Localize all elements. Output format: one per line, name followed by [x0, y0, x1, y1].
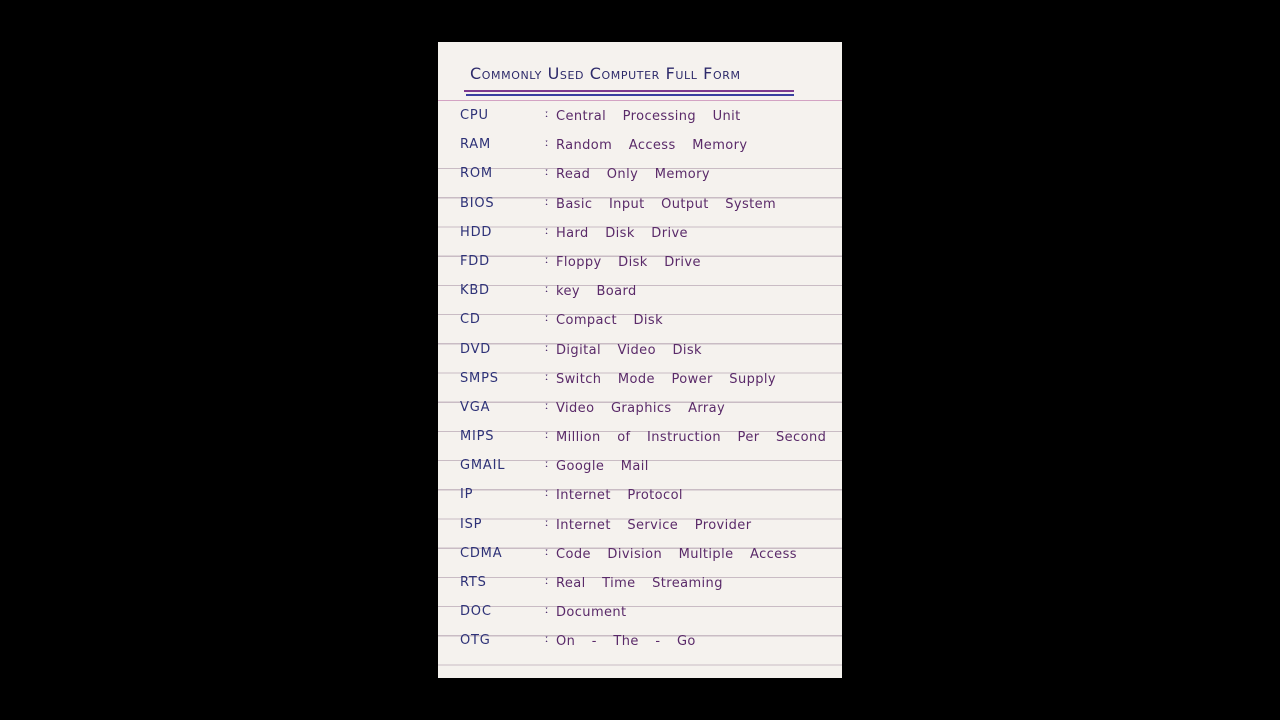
separator: ː	[545, 574, 549, 587]
page-title: Commonly Used Computer Full Form	[470, 64, 741, 83]
list-item	[438, 308, 842, 337]
full-form: Million of Instruction Per Second	[556, 430, 827, 446]
separator: ː	[545, 340, 549, 354]
separator: ː	[545, 603, 549, 617]
full-form: Document	[556, 605, 627, 621]
abbreviation: HDD	[460, 224, 493, 240]
full-form: Hard Disk Drive	[556, 225, 688, 241]
abbreviation: ISP	[460, 516, 483, 532]
separator: ː	[545, 311, 549, 325]
separator: ː	[545, 252, 549, 266]
list-item	[438, 542, 842, 571]
abbreviation: RAM	[460, 137, 492, 153]
abbreviation: IP	[460, 487, 474, 503]
list-item	[438, 104, 842, 133]
full-form: Read Only Memory	[556, 167, 710, 183]
full-form: Basic Input Output System	[556, 196, 777, 212]
full-form: Floppy Disk Drive	[556, 254, 701, 270]
list-item	[438, 396, 842, 425]
list-item	[438, 454, 842, 483]
title-underline-purple	[464, 90, 794, 92]
list-item	[438, 250, 842, 279]
list-item	[438, 162, 842, 191]
full-form: Switch Mode Power Supply	[556, 371, 777, 387]
separator: ː	[545, 136, 549, 150]
separator: ː	[545, 457, 549, 471]
abbreviation: MIPS	[460, 429, 495, 445]
abbreviation: KBD	[460, 283, 490, 299]
full-form: Video Graphics Array	[556, 400, 726, 416]
separator: ː	[545, 486, 549, 500]
abbreviation: RTS	[460, 575, 487, 590]
full-form: key Board	[556, 284, 637, 300]
full-form: Compact Disk	[556, 313, 664, 329]
separator: ː	[545, 369, 549, 383]
separator: ː	[545, 632, 549, 646]
separator: ː	[545, 428, 549, 442]
abbreviation: GMAIL	[460, 458, 506, 474]
list-item	[438, 600, 842, 629]
abbreviation: CPU	[460, 108, 489, 123]
abbreviation: DVD	[460, 341, 492, 357]
full-form: Internet Protocol	[556, 488, 683, 504]
list-item	[438, 513, 842, 542]
list-item	[438, 221, 842, 250]
separator: ː	[545, 223, 549, 237]
abbreviation: OTG	[460, 633, 491, 649]
full-form: Real Time Streaming	[556, 576, 723, 591]
abbreviation: DOC	[460, 604, 492, 620]
list-item	[438, 338, 842, 367]
abbreviation: CD	[460, 312, 481, 328]
separator: ː	[545, 165, 549, 179]
full-form: Central Processing Unit	[556, 109, 741, 124]
full-form: Code Division Multiple Access	[556, 546, 797, 562]
separator: ː	[545, 515, 549, 529]
separator: ː	[545, 194, 549, 208]
list-item	[438, 425, 842, 454]
abbreviation: VGA	[460, 399, 491, 415]
list-item	[438, 571, 842, 600]
list-item	[438, 133, 842, 162]
separator: ː	[545, 107, 549, 120]
abbreviation: BIOS	[460, 195, 495, 211]
list-item	[438, 367, 842, 396]
abbreviation: ROM	[460, 166, 493, 182]
list-item	[438, 629, 842, 658]
top-margin-line	[438, 100, 842, 101]
full-form: On - The - Go	[556, 634, 696, 650]
title-underline-blue	[466, 94, 794, 96]
list-item	[438, 483, 842, 512]
separator: ː	[545, 398, 549, 412]
full-form: Internet Service Provider	[556, 517, 752, 533]
list-item	[438, 279, 842, 308]
abbreviation: FDD	[460, 253, 490, 269]
notebook-page	[438, 42, 842, 678]
separator: ː	[545, 282, 549, 296]
separator: ː	[545, 544, 549, 558]
full-form: Google Mail	[556, 459, 649, 475]
full-form: Random Access Memory	[556, 138, 748, 154]
full-form: Digital Video Disk	[556, 342, 702, 358]
abbreviation: SMPS	[460, 370, 499, 386]
list-item	[438, 192, 842, 221]
full-form-list	[438, 104, 842, 659]
abbreviation: CDMA	[460, 545, 503, 561]
